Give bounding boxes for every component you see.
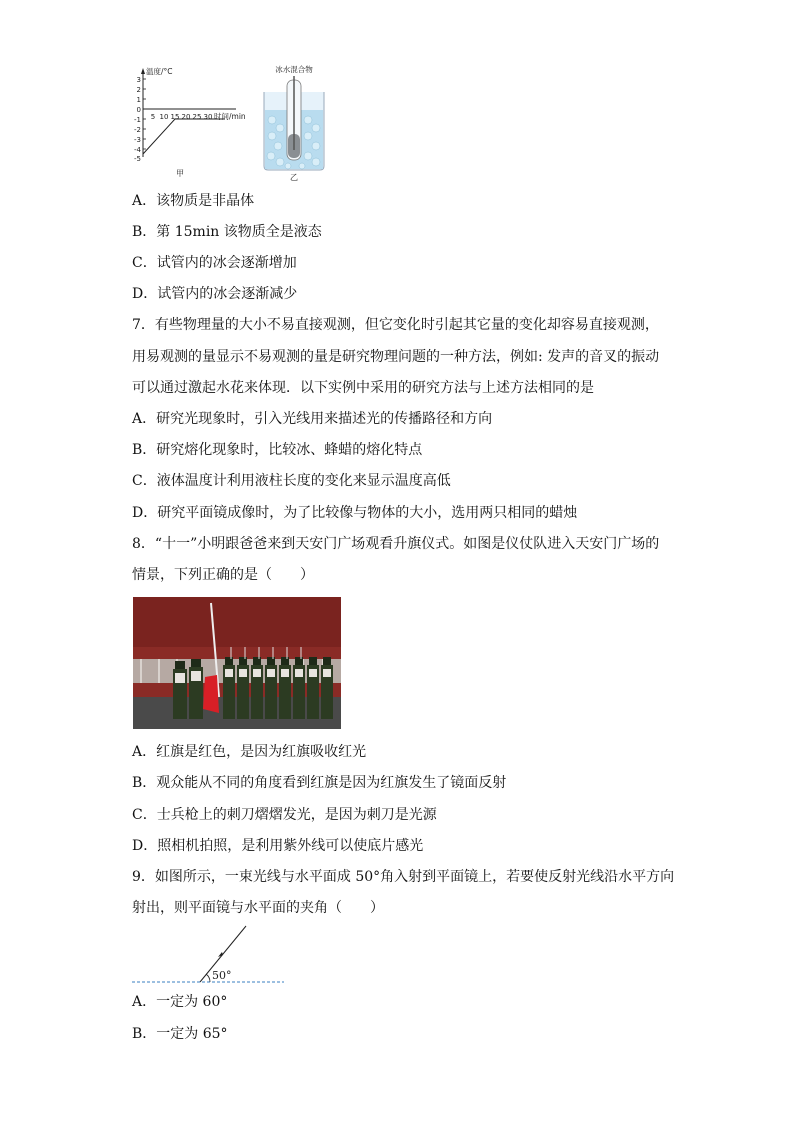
q6-option-c: C．试管内的冰会逐渐增加 xyxy=(132,255,297,271)
x-tick: 10 xyxy=(159,113,169,121)
figure-caption-yi: 乙 xyxy=(290,173,298,182)
q8-option-c: C．士兵枪上的刺刀熠熠发光，是因为刺刀是光源 xyxy=(132,807,437,823)
figure-caption-jia: 甲 xyxy=(176,169,184,178)
q7-option-c: C．液体温度计利用液柱长度的变化来显示温度高低 xyxy=(132,473,451,489)
y-axis-arrow xyxy=(141,68,145,74)
x-tick: 25 xyxy=(192,113,202,121)
q8-option-a: A．红旗是红色，是因为红旗吸收红光 xyxy=(132,744,367,760)
q7-option-a: A．研究光现象时，引入光线用来描述光的传播路径和方向 xyxy=(132,411,493,427)
y-tick: -5 xyxy=(134,155,141,163)
y-tick: 2 xyxy=(136,86,141,94)
x-tick: 30 xyxy=(203,113,213,121)
q7-stem-line: 用易观测的量显示不易观测的量是研究物理问题的一种方法，例如: 发声的音叉的振动 xyxy=(132,349,660,365)
beaker-figure xyxy=(258,62,330,182)
q8-option-d: D．照相机拍照，是利用紫外线可以使底片感光 xyxy=(132,838,424,854)
y-tick: 1 xyxy=(136,96,141,104)
y-tick: 0 xyxy=(136,106,141,114)
beaker-label: 冰水混合物 xyxy=(275,65,313,74)
x-tick: 15 xyxy=(170,113,180,121)
red-flag xyxy=(203,675,219,713)
x-tick: 5 xyxy=(150,113,156,121)
q9-option-b: B．一定为 65° xyxy=(132,1026,228,1042)
beaker-svg xyxy=(258,62,330,182)
angle-label: 50° xyxy=(212,969,232,982)
ray-svg xyxy=(130,922,290,988)
x-axis-label: 时间/min xyxy=(214,112,246,121)
q7-stem-line: 可以通过激起水花来体现．以下实例中采用的研究方法与上述方法相同的是 xyxy=(132,380,594,396)
light-ray-diagram xyxy=(130,922,290,988)
q8-stem-line: 8．“十一”小明跟爸爸来到天安门广场观看升旗仪式。如图是仪仗队进入天安门广场的 xyxy=(132,536,660,552)
q6-option-a: A．该物质是非晶体 xyxy=(132,193,255,209)
q9-option-a: A．一定为 60° xyxy=(132,994,228,1010)
q6-option-b: B．第 15min 该物质全是液态 xyxy=(132,224,322,240)
q8-option-b: B．观众能从不同的角度看到红旗是因为红旗发生了镜面反射 xyxy=(132,775,507,791)
q7-stem-line: 7．有些物理量的大小不易直接观测，但它变化时引起其它量的变化却容易直接观测， xyxy=(132,317,659,333)
q9-stem-line: 9．如图所示，一束光线与水平面成 50°角入射到平面镜上，若要使反射光线沿水平方向 xyxy=(132,869,675,885)
y-tick: -1 xyxy=(134,116,141,124)
graph-svg xyxy=(128,62,248,182)
y-tick: -2 xyxy=(134,126,141,134)
q8-stem-line: 情景，下列正确的是（ ） xyxy=(132,567,314,583)
photo-svg xyxy=(133,597,341,729)
temperature-time-graph xyxy=(128,62,248,182)
honor-guard-photo xyxy=(133,597,341,729)
angle-arc xyxy=(206,974,210,982)
ray-arrow-icon xyxy=(218,952,223,957)
y-tick: -3 xyxy=(134,136,141,144)
q7-option-d: D．研究平面镜成像时，为了比较像与物体的大小，选用两只相同的蜡烛 xyxy=(132,505,578,521)
y-tick: -4 xyxy=(134,146,141,154)
y-tick: 3 xyxy=(136,76,141,84)
q9-stem-line: 射出，则平面镜与水平面的夹角（ ） xyxy=(132,900,384,916)
q6-option-d: D．试管内的冰会逐渐减少 xyxy=(132,286,298,302)
temperature-curve xyxy=(143,119,225,154)
q7-option-b: B．研究熔化现象时，比较冰、蜂蜡的熔化特点 xyxy=(132,442,423,458)
y-axis-label: 温度/°C xyxy=(146,67,173,76)
x-tick: 20 xyxy=(181,113,191,121)
